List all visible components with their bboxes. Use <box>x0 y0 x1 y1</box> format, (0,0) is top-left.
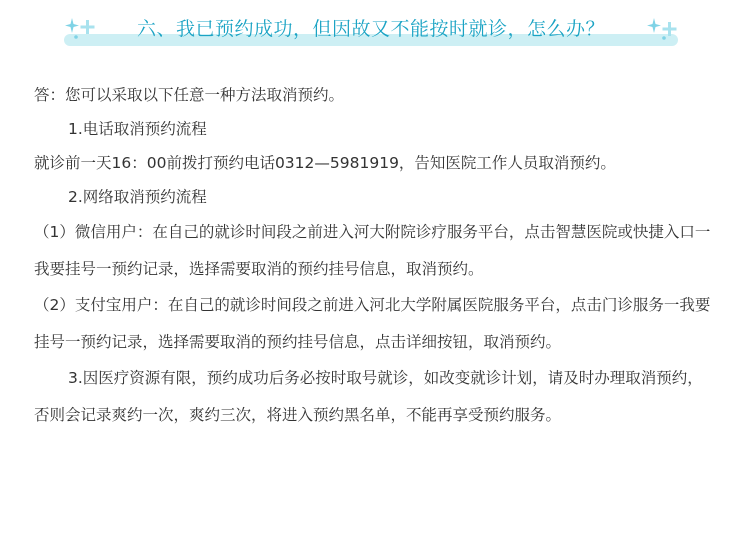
wechat-cancel-text: （1）微信用户：在自己的就诊时间段之前进入河大附院诊疗服务平台，点击智慧医院或快捷入口一我要挂号一预约记录，选择需要取消的预约挂号信息，取消预约。 <box>34 223 711 278</box>
online-cancel-title: 2.网络取消预约流程 <box>68 188 207 206</box>
answer-body <box>34 78 714 433</box>
no-show-note: 3.因医疗资源有限，预约成功后务必按时取号就诊，如改变就诊计划，请及时办理取消预约，否则会记录爽约一次，爽约三次，将进入预约黑名单，不能再享受预约服务。 <box>34 369 703 424</box>
phone-cancel-text: 就诊前一天16：00前拨打预约电话0312—5981919，告知医院工作人员取消预约。 <box>34 154 616 172</box>
section-heading <box>64 10 678 46</box>
answer-intro: 答：您可以采取以下任意一种方法取消预约。 <box>34 86 345 104</box>
sparkle-icon <box>644 16 678 42</box>
heading-title: 六、我已预约成功，但因故又不能按时就诊，怎么办？ <box>136 18 605 40</box>
phone-cancel-title: 1.电话取消预约流程 <box>68 120 207 138</box>
alipay-cancel-text: （2）支付宝用户：在自己的就诊时间段之前进入河北大学附属医院服务平台，点击门诊服务一我要挂号一预约记录，选择需要取消的预约挂号信息，点击详细按钮，取消预约。 <box>34 296 711 351</box>
